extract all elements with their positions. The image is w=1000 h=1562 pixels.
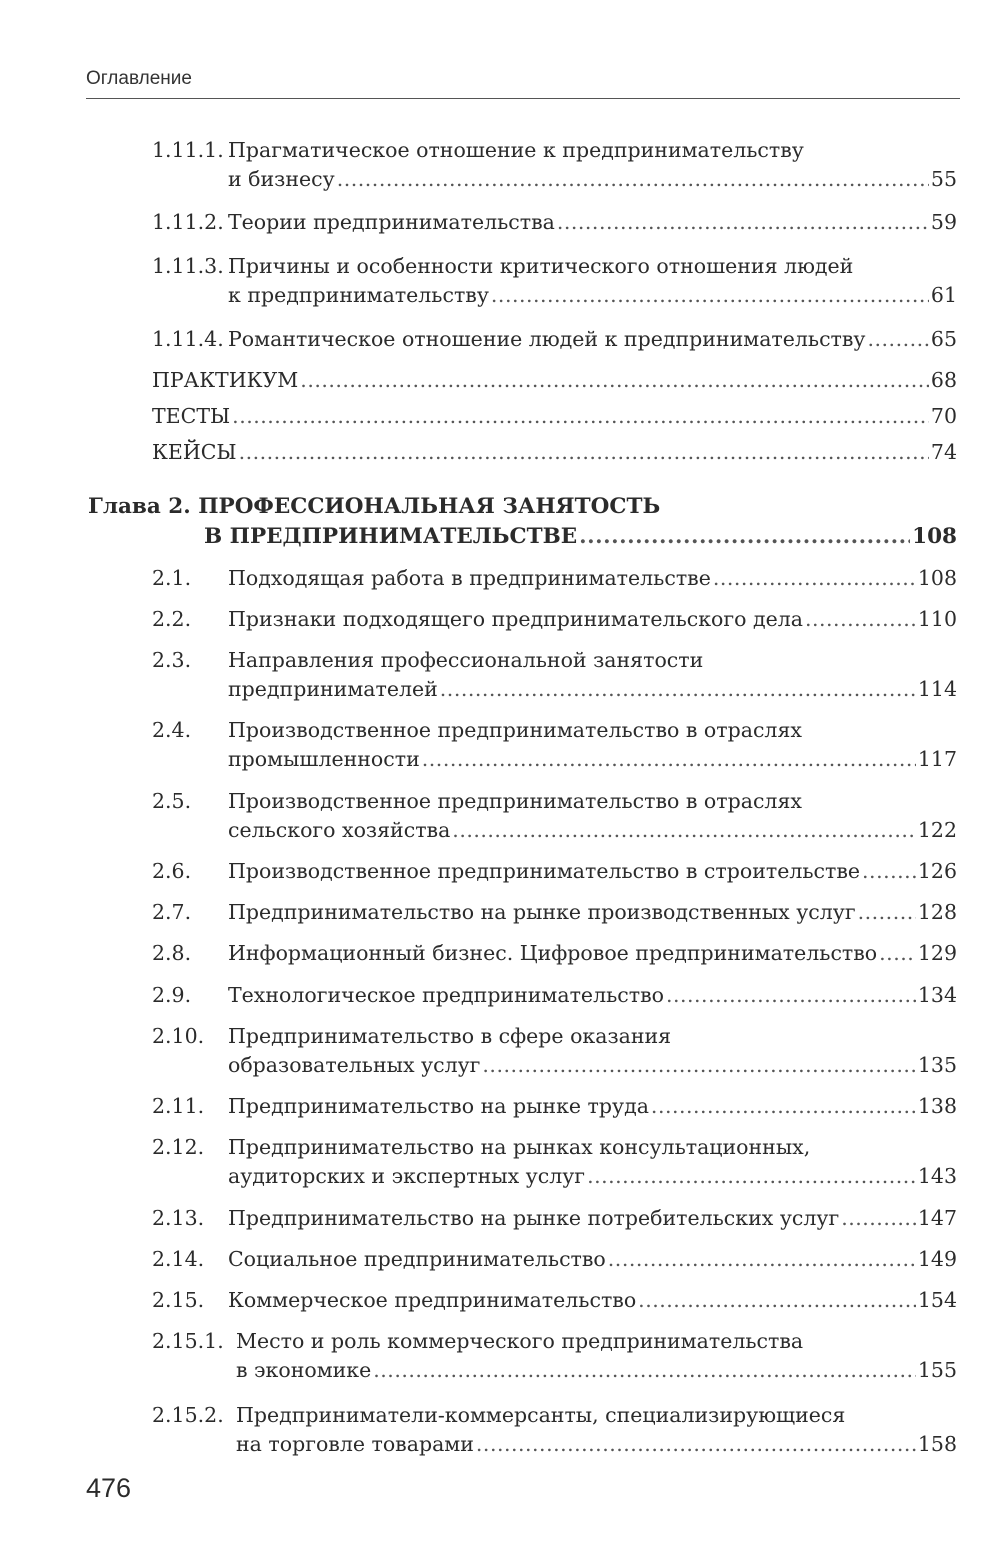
toc-entry-title-line2: сельского хозяйства [228, 818, 451, 842]
toc-entry-page: 143 [917, 1164, 957, 1188]
toc-entry-number: 2.11. [152, 1094, 205, 1118]
toc-entry-page: 117 [917, 747, 957, 771]
toc-entry-page: 135 [917, 1053, 957, 1077]
toc-entry-page: 65 [930, 327, 957, 351]
toc-entry-title-line1: Предпринимательство на рынках консультационных, [228, 1135, 811, 1159]
dot-leader [805, 605, 916, 634]
toc-entry-number: 2.9. [152, 983, 192, 1007]
toc-entry-title: ТЕСТЫ [152, 404, 231, 428]
dot-leader [651, 1092, 916, 1121]
dot-leader [337, 165, 929, 194]
toc-entry[interactable] [0, 1022, 957, 1080]
toc-entry-number: 2.15.2. [152, 1403, 224, 1427]
toc-entry-title: КЕЙСЫ [152, 440, 237, 464]
toc-entry-title: Предпринимательство на рынке потребительских услуг [228, 1206, 840, 1230]
toc-entry-number: 2.12. [152, 1135, 205, 1159]
dot-leader [557, 208, 929, 237]
toc-entry-number: 2.5. [152, 789, 192, 813]
dot-leader [638, 1286, 916, 1315]
toc-entry-number: 2.8. [152, 941, 192, 965]
toc-entry[interactable] [0, 1204, 957, 1233]
toc-entry[interactable] [0, 325, 957, 354]
toc-entry[interactable] [0, 1133, 957, 1191]
toc-entry-number: 2.13. [152, 1206, 205, 1230]
chapter-title-line2: В ПРЕДПРИНИМАТЕЛЬСТВЕ [204, 524, 578, 549]
toc-entry-title-line1: Причины и особенности критического отношения людей [228, 254, 854, 278]
toc-entry-page: 61 [930, 283, 957, 307]
dot-leader [476, 1430, 916, 1459]
toc-entry[interactable] [0, 1327, 957, 1385]
toc-entry[interactable] [0, 366, 957, 395]
toc-entry-number: 2.2. [152, 607, 192, 631]
toc-entry-title: Социальное предпринимательство [228, 1247, 606, 1271]
toc-entry[interactable] [0, 981, 957, 1010]
toc-entry-number: 1.11.2. [152, 210, 224, 234]
header-rule [86, 98, 960, 99]
dot-leader [587, 1162, 916, 1191]
dot-leader [300, 366, 929, 395]
toc-entry-title-line1: Производственное предпринимательство в отраслях [228, 789, 802, 813]
toc-entry-page: 110 [917, 607, 957, 631]
toc-entry[interactable] [0, 136, 957, 194]
toc-entry-title: Признаки подходящего предпринимательского дела [228, 607, 803, 631]
toc-entry-page: 138 [917, 1094, 957, 1118]
toc-entry-title-line2: в экономике [236, 1358, 372, 1382]
toc-entry[interactable] [0, 252, 957, 310]
toc-entry-number: 1.11.3. [152, 254, 224, 278]
toc-entry[interactable] [0, 1401, 957, 1459]
toc-entry[interactable] [0, 646, 957, 704]
toc-entry-number: 2.14. [152, 1247, 205, 1271]
toc-entry-page: 154 [917, 1288, 957, 1312]
toc-entry-title: Теории предпринимательства [228, 210, 555, 234]
toc-entry-page: 68 [930, 368, 957, 392]
dot-leader [491, 281, 929, 310]
dot-leader [422, 745, 916, 774]
toc-entry-number: 2.15. [152, 1288, 205, 1312]
toc-entry-title-line1: Место и роль коммерческого предпринимательства [236, 1329, 804, 1353]
toc-entry-page: 149 [917, 1247, 957, 1271]
toc-entry-title-line1: Предпринимательство в сфере оказания [228, 1024, 672, 1048]
dot-leader [858, 898, 916, 927]
toc-entry[interactable] [0, 1286, 957, 1315]
toc-entry-title-line1: Предприниматели-коммерсанты, специализирующиеся [236, 1403, 846, 1427]
toc-entry-title-line2: образовательных услуг [228, 1053, 481, 1077]
toc-entry[interactable] [0, 402, 957, 431]
dot-leader [666, 981, 916, 1010]
toc-entry-number: 2.1. [152, 566, 192, 590]
dot-leader [373, 1356, 916, 1385]
toc-entry-number: 2.3. [152, 648, 192, 672]
dot-leader [868, 325, 929, 354]
toc-entry-title-line2: предпринимателей [228, 677, 438, 701]
toc-entry-number: 1.11.1. [152, 138, 224, 162]
dot-leader [239, 438, 929, 467]
toc-entry-number: 2.6. [152, 859, 192, 883]
chapter-title-line1: Глава 2. ПРОФЕССИОНАЛЬНАЯ ЗАНЯТОСТЬ [88, 494, 661, 519]
dot-leader [579, 522, 910, 551]
toc-entry-title-line2: и бизнесу [228, 167, 335, 191]
toc-entry-page: 147 [917, 1206, 957, 1230]
toc-entry[interactable] [0, 564, 957, 593]
toc-entry-title: Подходящая работа в предпринимательстве [228, 566, 711, 590]
dot-leader [232, 402, 929, 431]
toc-entry-page: 122 [917, 818, 957, 842]
toc-entry-number: 2.10. [152, 1024, 205, 1048]
toc-entry-page: 70 [930, 404, 957, 428]
toc-entry-title-line2: на торговле товарами [236, 1432, 474, 1456]
toc-entry-page: 59 [930, 210, 957, 234]
toc-entry[interactable] [0, 1245, 957, 1274]
running-header: Оглавление [86, 68, 192, 89]
toc-entry-page: 74 [930, 440, 957, 464]
toc-entry-title-line1: Направления профессиональной занятости [228, 648, 704, 672]
toc-entry-page: 126 [917, 859, 957, 883]
toc-entry-page: 108 [917, 566, 957, 590]
page-number: 476 [86, 1473, 132, 1503]
dot-leader [452, 816, 916, 845]
toc-entry-number: 2.4. [152, 718, 192, 742]
toc-entry[interactable] [0, 787, 957, 845]
toc-entry[interactable] [0, 438, 957, 467]
toc-entry-title: Производственное предпринимательство в строительстве [228, 859, 861, 883]
toc-entry-page: 155 [917, 1358, 957, 1382]
toc-entry-page: 158 [917, 1432, 957, 1456]
dot-leader [879, 939, 916, 968]
toc-entry-page: 128 [917, 900, 957, 924]
chapter-heading[interactable] [0, 492, 957, 552]
toc-entry-title: Технологическое предпринимательство [228, 983, 664, 1007]
toc-entry[interactable] [0, 857, 957, 886]
toc-entry-title-line2: к предпринимательству [228, 283, 489, 307]
toc-entry-title-line1: Прагматическое отношение к предпринимательству [228, 138, 804, 162]
toc-entry[interactable] [0, 898, 957, 927]
toc-entry-number: 1.11.4. [152, 327, 224, 351]
dot-leader [440, 675, 916, 704]
toc-entry[interactable] [0, 939, 957, 968]
chapter-page: 108 [912, 524, 957, 549]
dot-leader [608, 1245, 916, 1274]
toc-entry[interactable] [0, 208, 957, 237]
toc-entry-title: Предпринимательство на рынке труда [228, 1094, 649, 1118]
toc-entry-title: Коммерческое предпринимательство [228, 1288, 637, 1312]
dot-leader [482, 1051, 915, 1080]
toc-entry[interactable] [0, 716, 957, 774]
dot-leader [841, 1204, 916, 1233]
toc-entry-page: 134 [917, 983, 957, 1007]
toc-entry[interactable] [0, 1092, 957, 1121]
toc-entry-title-line2: промышленности [228, 747, 420, 771]
toc-entry-title-line2: аудиторских и экспертных услуг [228, 1164, 586, 1188]
toc-entry-page: 55 [930, 167, 957, 191]
toc-entry-page: 114 [917, 677, 957, 701]
toc-entry-title-line1: Производственное предпринимательство в отраслях [228, 718, 802, 742]
toc-entry-title: Романтическое отношение людей к предпринимательству [228, 327, 866, 351]
toc-entry-number: 2.7. [152, 900, 192, 924]
toc-entry[interactable] [0, 605, 957, 634]
toc-entry-page: 129 [917, 941, 957, 965]
toc-entry-number: 2.15.1. [152, 1329, 224, 1353]
dot-leader [713, 564, 916, 593]
toc-entry-title: Предпринимательство на рынке производственных услуг [228, 900, 856, 924]
dot-leader [862, 857, 916, 886]
toc-entry-title: ПРАКТИКУМ [152, 368, 299, 392]
toc-entry-title: Информационный бизнес. Цифровое предпринимательство [228, 941, 878, 965]
